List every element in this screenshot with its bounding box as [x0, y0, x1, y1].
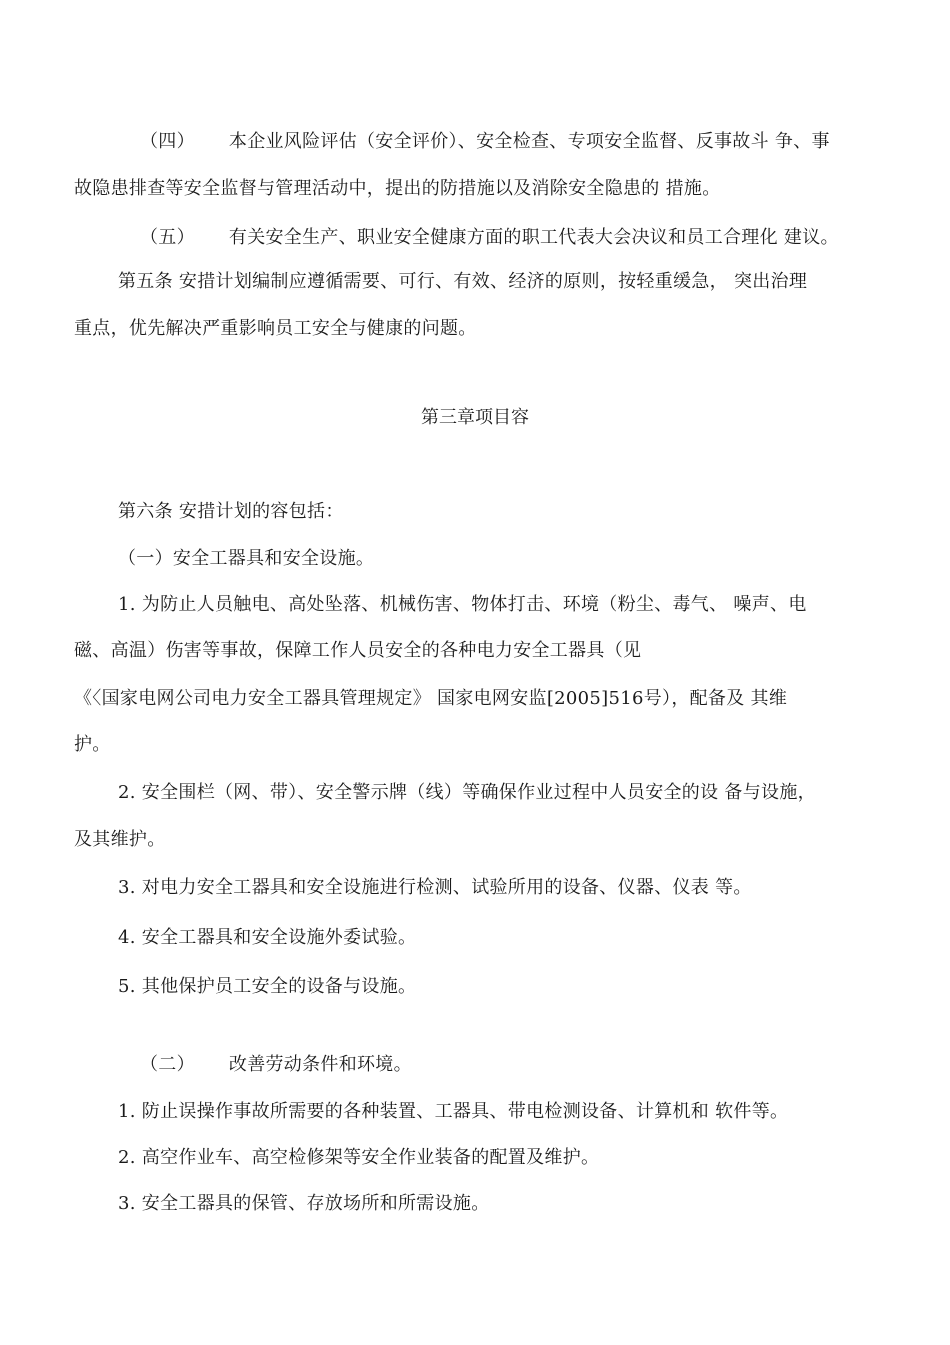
paragraph-4-label: （四） [140, 131, 195, 152]
article-5-line-2: 重点，优先解决严重影响员工安全与健康的问题。 [74, 318, 477, 339]
item-5: 5. 其他保护员工安全的设备与设施。 [118, 976, 417, 997]
paragraph-4-text: 本企业风险评估（安全评价）、安全检查、专项安全监督、反事故斗 争、事 [228, 131, 830, 152]
item-1-line-2: 磁、高温）伤害等事故，保障工作人员安全的各种电力安全工器具（见 [74, 640, 642, 661]
article-6: 第六条 安措计划的容包括： [118, 501, 344, 522]
paragraph-5-text: 有关安全生产、职业安全健康方面的职工代表大会决议和员工合理化 建议。 [228, 227, 839, 248]
chapter-3-title: 第三章项目容 [421, 407, 529, 428]
item-2-line-1: 2. 安全围栏（网、带）、安全警示牌（线）等确保作业过程中人员安全的设 备与设施， [118, 782, 816, 803]
section-2-item-1: 1. 防止误操作事故所需要的各种装置、工器具、带电检测设备、计算机和 软件等。 [118, 1101, 789, 1122]
item-2-line-2: 及其维护。 [74, 829, 166, 850]
section-1-heading: （一）安全工器具和安全设施。 [118, 548, 375, 569]
item-3: 3. 对电力安全工器具和安全设施进行检测、试验所用的设备、仪器、仪表 等。 [118, 877, 752, 898]
paragraph-4-line-1 [140, 130, 950, 154]
paragraph-5-label: （五） [140, 227, 195, 248]
section-2-item-3: 3. 安全工器具的保管、存放场所和所需设施。 [118, 1193, 490, 1214]
item-1-line-3: 《〈国家电网公司电力安全工器具管理规定》 国家电网安监[2005]516号），配备及 其维 [74, 688, 788, 709]
section-2-label: （二） [140, 1054, 195, 1075]
item-1-line-1: 1. 为防止人员触电、高处坠落、机械伤害、物体打击、环境（粉尘、毒气、 噪声、电 [118, 594, 807, 615]
item-4: 4. 安全工器具和安全设施外委试验。 [118, 927, 417, 948]
paragraph-5-line-1 [140, 226, 950, 250]
item-1-line-4: 护。 [74, 734, 111, 755]
section-2-heading [140, 1053, 950, 1077]
paragraph-4-line-2: 故隐患排查等安全监督与管理活动中，提出的防措施以及消除安全隐患的 措施。 [74, 178, 721, 199]
article-5-line-1: 第五条 安措计划编制应遵循需要、可行、有效、经济的原则，按轻重缓急， 突出治理 [118, 271, 808, 292]
section-2-text: 改善劳动条件和环境。 [228, 1054, 412, 1075]
section-2-item-2: 2. 高空作业车、高空检修架等安全作业装备的配置及维护。 [118, 1147, 600, 1168]
